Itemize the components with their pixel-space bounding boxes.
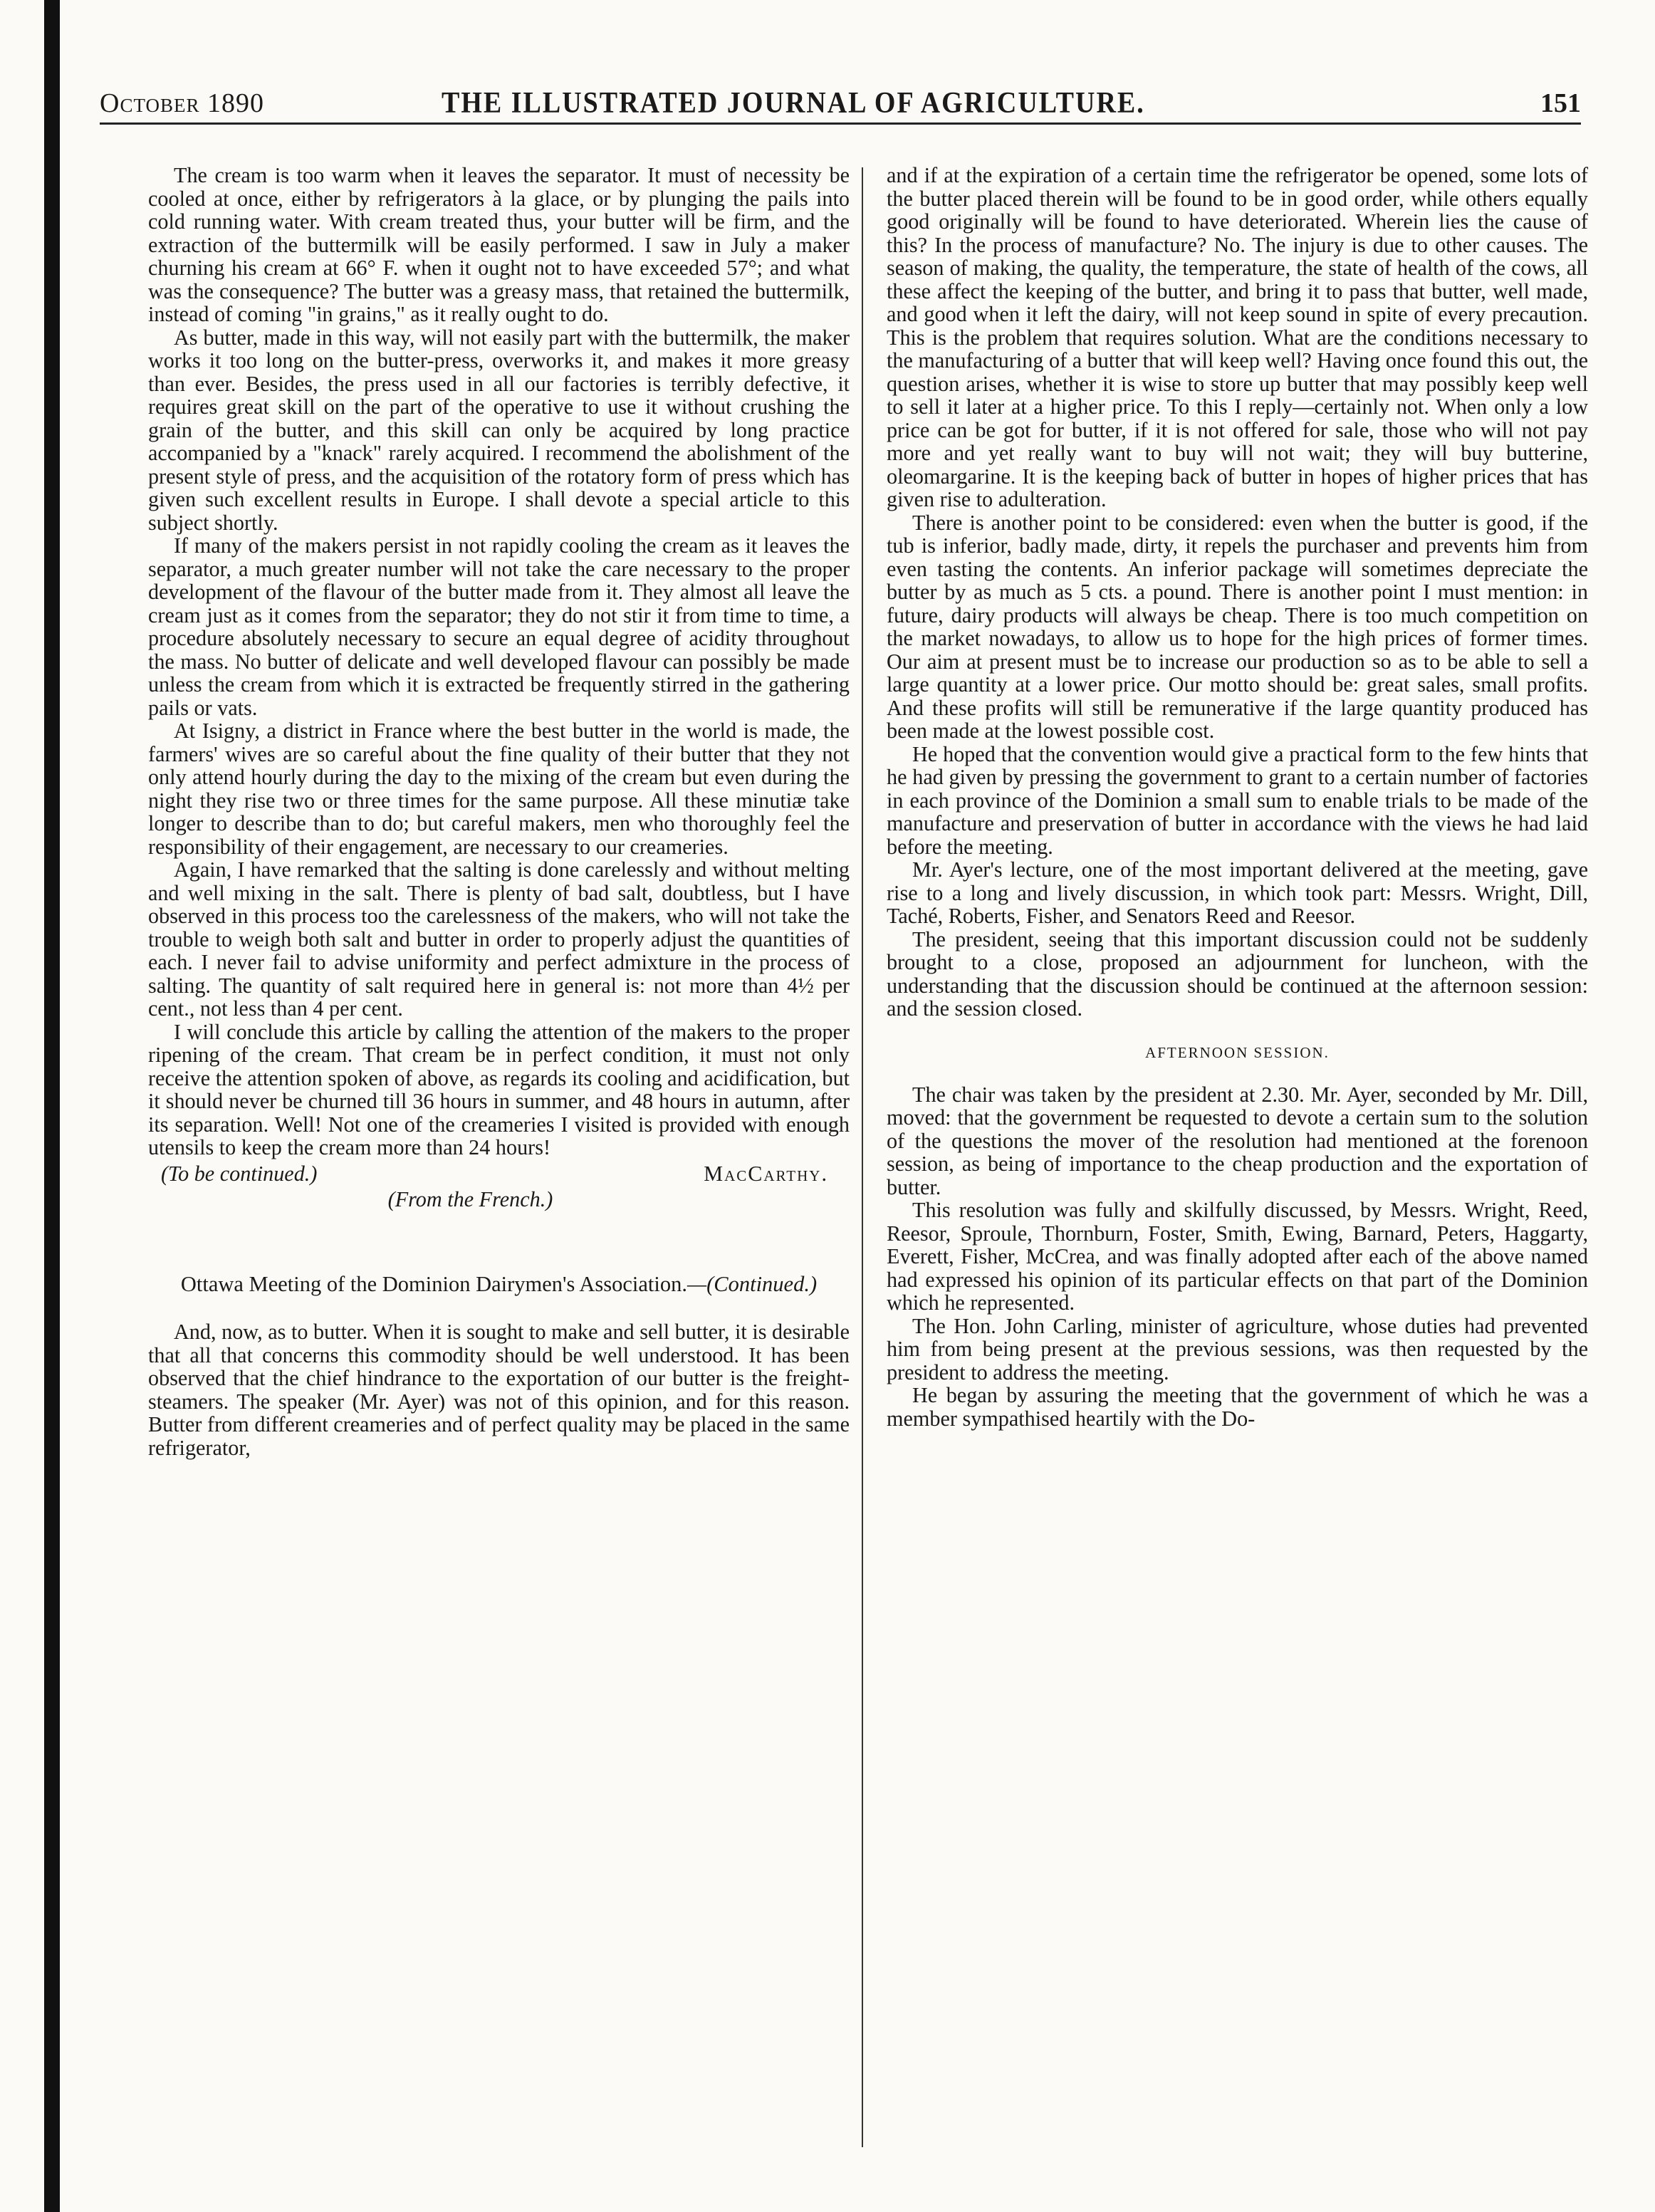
article-signoff (148, 1162, 850, 1186)
issue-date: October 1890 (100, 88, 264, 118)
paragraph: I will conclude this article by calling the attention of the makers to the proper ripening of the cream. That cream be in perfect condition, it must not only receive the attention spoken of above, as regards its cooling and acidification, but it should never be churned till 36 hours in summer, and 48 hours in autumn, after its separation. Well! Not one of the creameries I visited is provided with enough utensils to keep the cream more than 24 hours! (148, 1019, 850, 1159)
section-heading-continued: —(Continued.) (686, 1272, 818, 1296)
journal-title: THE ILLUSTRATED JOURNAL OF AGRICULTURE. (442, 86, 1145, 120)
continued-note: (To be continued.) (161, 1161, 318, 1186)
paragraph: And, now, as to butter. When it is sought to make and sell butter, it is desirable that all that concerns this commodity should be well understood. It has been observed that the chief hindrance to the exportation of our butter is the freight-steamers. The speaker (Mr. Ayer) was not of this opinion, and for this reason. Butter from different creameries and of perfect quality may be placed in the same refrigerator, (148, 1320, 850, 1460)
paragraph: The chair was taken by the president at 2.30. Mr. Ayer, seconded by Mr. Dill, moved: that the government be requested to devote a certain sum to the solution of the questions the mover of the resolution had mentioned at the forenoon session, as being of importance to the cheap production and the exportation of butter. (887, 1082, 1588, 1199)
section-heading (148, 1272, 850, 1296)
right-column (887, 164, 1588, 1430)
afternoon-session-heading: AFTERNOON SESSION. (1145, 1043, 1330, 1061)
source-note: (From the French.) (387, 1186, 553, 1211)
paragraph: Mr. Ayer's lecture, one of the most important delivered at the meeting, gave rise to a long and lively discussion, in which took part: Messrs. Wright, Dill, Taché, Roberts, Fisher, and Senators Reed and Reesor. (887, 857, 1588, 928)
paragraph: and if at the expiration of a certain time the refrigerator be opened, some lots of the butter placed therein will be found to be in good order, while others equally good originally will be found to have deteriorated. Wherein lies the cause of this? In the process of manufacture? No. The injury is due to other causes. The season of making, the quality, the temperature, the state of health of the cows, all these affect the keeping of the butter, and bring it to pass that butter, well made, and good when it left the dairy, will not keep sound in spite of every precaution. This is the problem that requires solution. What are the conditions necessary to the manufacturing of a butter that will keep well? Having once found this out, the question arises, whether it is wise to store up butter that may possibly keep well to sell it later at a higher price. To this I reply—certainly not. When only a low price can be got for butter, if it is not offered for sale, those who will not pay more and yet really want to buy will not wait; they will buy butterine, oleomargarine. It is the keeping back of butter in hopes of higher prices that has given rise to adulteration. (887, 163, 1588, 511)
page-binding-edge (44, 0, 60, 2212)
paragraph: As butter, made in this way, will not easily part with the buttermilk, the maker works it too long on the butter-press, overworks it, and makes it more greasy than ever. Besides, the press used in all our factories is terribly defective, it requires great skill on the part of the operative to use it without crushing the grain of the butter, and this skill can only be acquired by long practice accompanied by a "knack" rarely acquired. I recommend the abolishment of the present style of press, and the acquisition of the rotatory form of press which has given such excellent results in Europe. I shall devote a special article to this subject shortly. (148, 325, 850, 535)
paragraph: He began by assuring the meeting that the government of which he was a member sympathised heartily with the Do- (887, 1383, 1588, 1431)
paragraph: There is another point to be considered: even when the butter is good, if the tub is inferior, badly made, dirty, it repels the purchaser and prevents him from even tasting the contents. An inferior package will sometimes depreciate the butter by as much as 5 cts. a pound. There is another point I must mention: in future, dairy products will always be cheap. There is too much competition on the market nowadays, to allow us to hope for the high prices of former times. Our aim at present must be to increase our production so as to be able to sell a large quantity at a lower price. Our motto should be: great sales, small profits. And these profits will still be remunerative if the large quantity produced has been made at the lowest possible cost. (887, 510, 1588, 743)
page-number: 151 (1540, 88, 1581, 118)
paragraph: The cream is too warm when it leaves the separator. It must of necessity be cooled at once, either by refrigerators à la glace, or by plunging the pails into cold running water. With cream treated thus, your butter will be firm, and the extraction of the buttermilk will be easily performed. I saw in July a maker churning his cream at 66° F. when it ought not to have exceeded 57°; and what was the consequence? The butter was a greasy mass, that retained the buttermilk, instead of coming "in grains," as it really ought to do. (148, 163, 850, 326)
running-header (100, 87, 1581, 125)
paragraph: This resolution was fully and skilfully discussed, by Messrs. Wright, Reed, Reesor, Sproule, Thornburn, Foster, Smith, Ewing, Barnard, Peters, Haggarty, Everett, Fisher, McCrea, and was finally adopted after each of the above named had expressed his opinion of its particular effects on that part of the Dominion which he represented. (887, 1198, 1588, 1315)
paragraph: If many of the makers persist in not rapidly cooling the cream as it leaves the separator, a much greater number will not take the care necessary to the proper development of the flavour of the butter made from it. They almost all leave the cream just as it comes from the separator; they do not stir it from time to time, a procedure absolutely necessary to secure an equal degree of acidity throughout the mass. No butter of delicate and well developed flavour can possibly be made unless the cream from which it is extracted be frequently stirred in the gathering pails or vats. (148, 533, 850, 720)
paragraph: The Hon. John Carling, minister of agriculture, whose duties had prevented him from being present at the previous sessions, was then requested by the president to address the meeting. (887, 1313, 1588, 1384)
paragraph: He hoped that the convention would give a practical form to the few hints that he had given by pressing the government to grant to a certain number of factories in each province of the Dominion a small sum to enable trials to be made of the manufacture and preservation of butter in accordance with the views he had laid before the meeting. (887, 741, 1588, 859)
paragraph: The president, seeing that this important discussion could not be suddenly brought to a close, proposed an adjournment for luncheon, with the understanding that the discussion should be continued at the afternoon session: and the session closed. (887, 927, 1588, 1021)
paragraph: At Isigny, a district in France where the best butter in the world is made, the farmers' wives are so careful about the fine quality of their butter that they not only attend hourly during the day to the mixing of the cream but even during the night they rise two or three times for the same purpose. All these minutiæ take longer to describe than to do; but careful makers, men who thoroughly feel the responsibility of their engagement, are necessary to our creameries. (148, 719, 850, 859)
paragraph: Again, I have remarked that the salting is done carelessly and without melting and well mixing in the salt. There is plenty of bad salt, doubtless, but I have observed in this process too the carelessness of the makers, who will not take the trouble to weigh both salt and butter in order to properly adjust the quantities of each. I never fail to advise uniformity and perfect admixture in the process of salting. The quantity of salt required here in general is: not more than 4½ per cent., not less than 4 per cent. (148, 857, 850, 1021)
author-name: MacCarthy. (704, 1161, 828, 1186)
section-heading-text: Ottawa Meeting of the Dominion Dairymen's Association. (180, 1272, 687, 1296)
left-column (148, 164, 850, 1459)
column-divider (862, 167, 863, 2147)
